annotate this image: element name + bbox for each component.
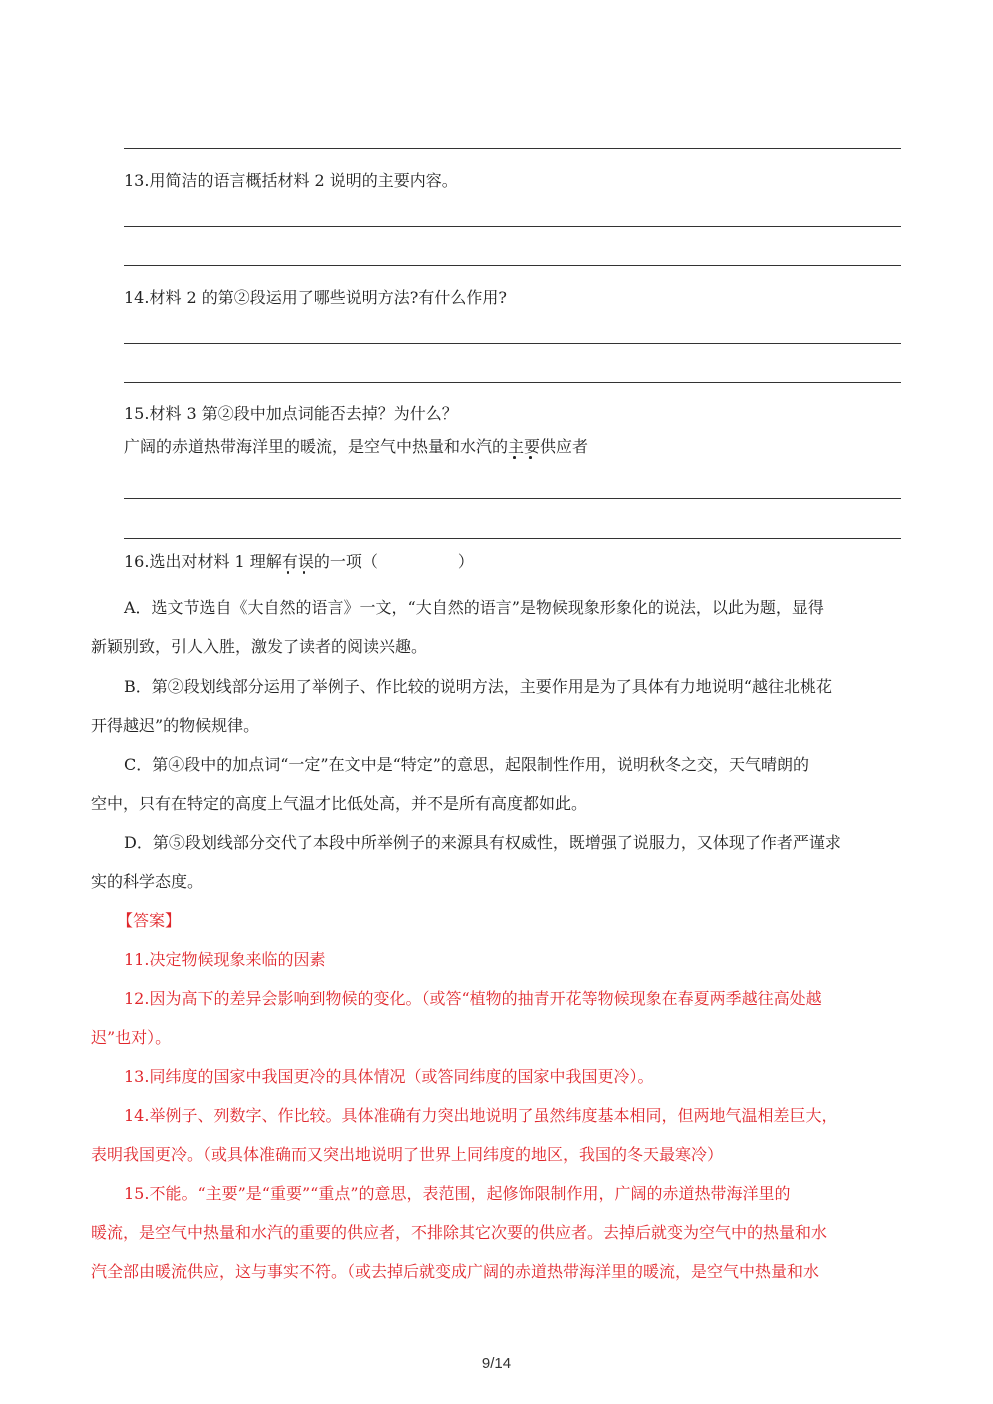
question-13: 13.用简洁的语言概括材料 2 说明的主要内容。 — [124, 171, 458, 190]
answer-15-line2: 暖流，是空气中热量和水汽的重要的供应者，不排除其它次要的供应者。去掉后就变为空气中的热量和水 — [91, 1223, 828, 1242]
answer-line — [124, 226, 901, 227]
option-b-line1: B．第②段划线部分运用了举例子、作比较的说明方法，主要作用是为了具体有力地说明“越往北桃花 — [124, 677, 832, 696]
option-a-line2: 新颖别致，引人入胜，激发了读者的阅读兴趣。 — [91, 637, 428, 656]
question-15-quote: 广阔的赤道热带海洋里的暖流，是空气中热量和水汽的主要 供应者 — [124, 437, 588, 457]
page-number: 9/14 — [481, 1355, 512, 1372]
answer-14-line2: 表明我国更冷。（或具体准确而又突出地说明了世界上同纬度的地区，我国的冬天最寒冷） — [91, 1145, 724, 1164]
answer-line — [124, 148, 901, 149]
option-a-line1: A．选文节选自《大自然的语言》一文，“大自然的语言”是物候现象形象化的说法，以此为题，显得 — [124, 598, 824, 617]
answer-11: 11.决定物候现象来临的因素 — [124, 950, 326, 969]
answer-14-line1: 14.举例子、列数字、作比较。具体准确有力突出地说明了虽然纬度基本相同，但两地气温相差巨大， — [124, 1106, 838, 1125]
dotted-word-youwu: 有误 — [282, 552, 314, 571]
answer-line — [124, 538, 901, 539]
option-c-line1: C．第④段中的加点词“一定”在文中是“特定”的意思，起限制性作用，说明秋冬之交，天气晴朗的 — [124, 755, 809, 774]
answer-line — [124, 343, 901, 344]
question-15: 15.材料 3 第②段中加点词能否去掉？为什么？ — [124, 404, 458, 423]
question-16: 16.选出对材料 1 理解有误 的一项（ ） — [124, 552, 474, 572]
option-b-line2: 开得越迟”的物候规律。 — [91, 716, 260, 735]
answer-line — [124, 382, 901, 383]
answer-line — [124, 498, 901, 499]
option-c-line2: 空中，只有在特定的高度上气温才比低处高，并不是所有高度都如此。 — [91, 794, 588, 813]
answers-heading: 【答案】 — [117, 911, 182, 930]
answer-15-line1: 15.不能。“主要”是“重要”“重点”的意思，表范围，起修饰限制作用，广阔的赤道热带海洋里的 — [124, 1184, 791, 1203]
answer-12-line1: 12.因为高下的差异会影响到物候的变化。（或答“植物的抽青开花等物候现象在春夏两季越往高处越 — [124, 989, 822, 1008]
dotted-word-zhuyao: 主要 — [508, 437, 540, 456]
question-14: 14.材料 2 的第②段运用了哪些说明方法?有什么作用? — [124, 288, 507, 307]
option-d-line2: 实的科学态度。 — [91, 872, 204, 891]
answer-line — [124, 265, 901, 266]
answer-13: 13.同纬度的国家中我国更冷的具体情况（或答同纬度的国家中我国更冷）。 — [124, 1067, 654, 1086]
answer-12-line2: 迟”也对）。 — [91, 1028, 172, 1047]
answer-15-line3: 汽全部由暖流供应，这与事实不符。（或去掉后就变成广阔的赤道热带海洋里的暖流，是空气中热量和水 — [91, 1262, 820, 1281]
option-d-line1: D．第⑤段划线部分交代了本段中所举例子的来源具有权威性，既增强了说服力，又体现了作者严谨求 — [124, 833, 841, 852]
